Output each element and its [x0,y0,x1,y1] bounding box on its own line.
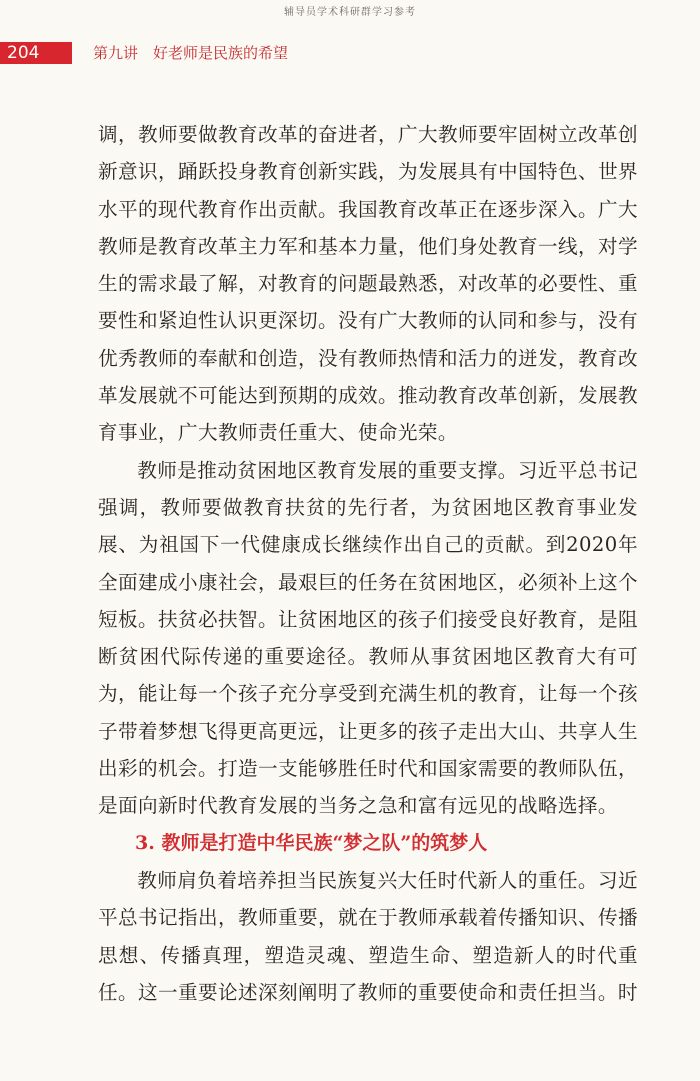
chapter-title: 第九讲 好老师是民族的希望 [93,44,289,62]
paragraph-3: 教师肩负着培养担当民族复兴大任时代新人的重任。习近平总书记指出，教师重要，就在于教师承载着传播知识、传播思想、传播真理，塑造灵魂、塑造生命、塑造新人的时代重任。这一重要论述深刻阐明了教师的重要使命和责任担当。时 [98,868,638,1004]
page-content [98,116,638,1011]
paragraph-1: 调，教师要做教育改革的奋进者，广大教师要牢固树立改革创新意识，踊跃投身教育创新实践，为发展具有中国特色、世界水平的现代教育作出贡献。我国教育改革正在逐步深入。广大教师是教育改革主力军和基本力量，他们身处教育一线，对学生的需求最了解，对教育的问题最熟悉，对改革的必要性、重要性和紧迫性认识更深切。没有广大教师的认同和参与，没有优秀教师的奉献和创造，没有教师热情和活力的迸发，教育改革发展就不可能达到预期的成效。推动教育改革创新，发展教育事业，广大教师责任重大、使命光荣。 [98,123,638,445]
section-heading: 3. 教师是打造中华民族“梦之队”的筑梦人 [135,831,488,854]
watermark-text: 辅导员学术科研群学习参考 [284,7,416,18]
page-number: 204 [0,42,72,64]
paragraph-2: 教师是推动贫困地区教育发展的重要支撑。习近平总书记强调，教师要做教育扶贫的先行者，为贫困地区教育事业发展、为祖国下一代健康成长继续作出自己的贡献。到2020年全面建成小康社会，最艰巨的任务在贫困地区，必须补上这个短板。扶贫必扶智。让贫困地区的孩子们接受良好教育，是阻断贫困代际传递的重要途径。教师从事贫困地区教育大有可为，能让每一个孩子充分享受到充满生机的教育，让每一个孩子带着梦想飞得更高更远，让更多的孩子走出大山、共享人生出彩的机会。打造一支能够胜任时代和国家需要的教师队伍，是面向新时代教育发展的当务之急和富有远见的战略选择。 [98,458,638,818]
